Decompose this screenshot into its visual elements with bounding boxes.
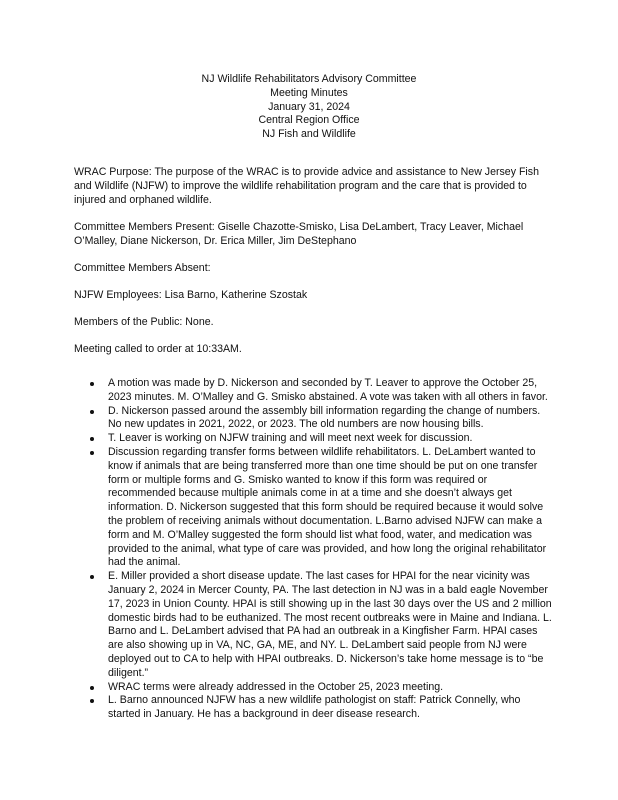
bullet-icon [90, 686, 94, 690]
members-present-paragraph: Committee Members Present: Giselle Chazotte-Smisko, Lisa DeLambert, Tracy Leaver, Michael O’Malley, Diane Nickerson, Dr. Erica Miller, Jim DeStephano [74, 221, 524, 247]
list-item-text: A motion was made by D. Nickerson and seconded by T. Leaver to approve the October 25, 2023 minutes. M. O’Malley and G. Smisko abstained. A vote was taken with all others in favor. [108, 377, 548, 403]
list-item [87, 405, 555, 433]
committee-name: NJ Wildlife Rehabilitators Advisory Committee [201, 73, 417, 85]
list-item [87, 446, 555, 570]
minutes-bullet-list [87, 377, 555, 722]
list-item [87, 570, 555, 680]
purpose-paragraph: WRAC Purpose: The purpose of the WRAC is to provide advice and assistance to New Jersey Fish and Wildlife (NJFW) to improve the wildlife rehabilitation program and the care that is provided to injured and orphaned wildlife. [74, 166, 539, 206]
meeting-location: Central Region Office [258, 114, 360, 127]
list-item [87, 694, 555, 722]
public-members-paragraph: Members of the Public: None. [74, 316, 214, 328]
employees-paragraph: NJFW Employees: Lisa Barno, Katherine Szostak [74, 289, 308, 301]
list-item-text: WRAC terms were already addressed in the October 25, 2023 meeting. [108, 680, 444, 693]
meeting-date: January 31, 2024 [268, 100, 350, 113]
list-item-text: T. Leaver is working on NJFW training and will meet next week for discussion. [108, 432, 473, 445]
bullet-icon [90, 382, 94, 386]
list-item-text: Discussion regarding transfer forms between wildlife rehabilitators. L. DeLambert wanted to know if animals that are being transferred more than one time should be put on one transfer form or multiple forms and G. Smisko wanted to know if this form was required or recommended because multiple animals come in at a time and she doesn’t always get information. D. Nickerson suggested that this form should be required because it would solve the problem of receiving animals without documentation. L.Barno advised NJFW can make a form and M. O’Malley suggested the form should list what food, water, and medication was provided to the animal, what type of care was provided, and how long the original rehabilitator had the animal. [108, 445, 547, 569]
organization-name: NJ Fish and Wildlife [262, 128, 356, 141]
list-item [87, 681, 555, 695]
call-to-order-paragraph: Meeting called to order at 10:33AM. [74, 343, 242, 355]
list-item-text: L. Barno announced NJFW has a new wildlife pathologist on staff: Patrick Connelly, who started in January. He has a background in deer disease research. [108, 694, 521, 721]
list-item-text: D. Nickerson passed around the assembly bill information regarding the change of numbers. No new updates in 2021, 2022, or 2023. The old numbers are now housing bills. [108, 404, 541, 431]
bullet-icon [90, 575, 94, 579]
document-type: Meeting Minutes [270, 86, 348, 99]
document-header [0, 73, 618, 142]
list-item [87, 377, 555, 405]
list-item-text: E. Miller provided a short disease update. The last cases for HPAI for the near vicinity was January 2, 2024 in Mercer County, PA. The last detection in NJ was in a bald eagle November 17, 2023 in Union County. HPAI is still showing up in the last 30 days over the US and 2 million domestic birds had to be euthanized. The most recent outbreaks were in Maine and Indiana. L. Barno and L. DeLambert advised that PA had an outbreak in a Kingfisher Farm. HPAI cases are also showing up in VA, NC, GA, ME, and NY. L. DeLambert said people from NJ were deployed out to CA to help with HPAI outbreaks. D. Nickerson’s take home message is to “be diligent.” [108, 570, 552, 679]
list-item [87, 432, 555, 446]
bullet-icon [90, 410, 94, 414]
members-absent-paragraph: Committee Members Absent: [74, 262, 211, 274]
bullet-icon [90, 699, 94, 703]
bullet-icon [90, 437, 94, 441]
bullet-icon [90, 451, 94, 455]
